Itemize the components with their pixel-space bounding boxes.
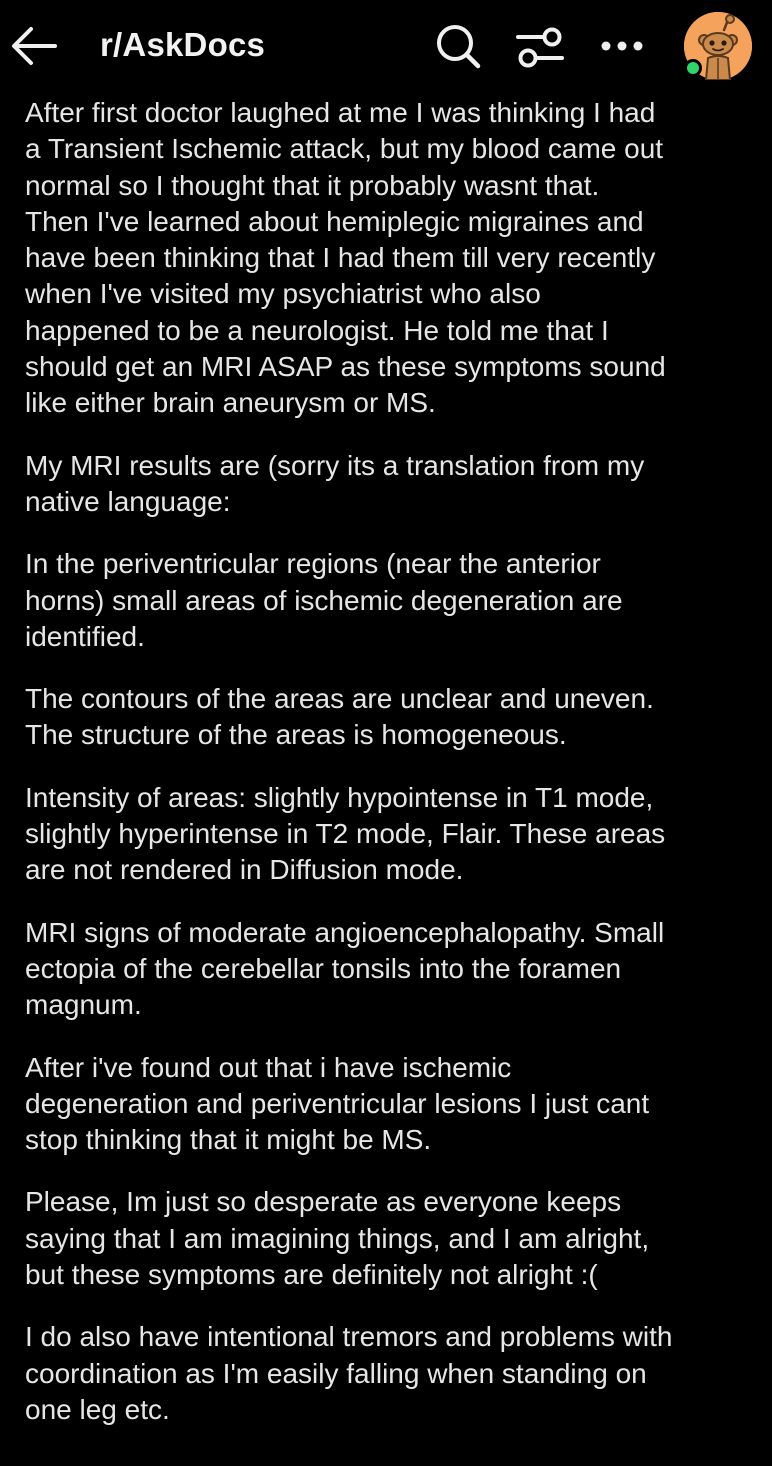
filter-button[interactable] [514, 20, 566, 72]
back-button[interactable] [10, 22, 58, 70]
search-button[interactable] [432, 20, 484, 72]
search-icon [434, 22, 482, 70]
post-paragraph: Intensity of areas: slightly hypointense in T1 mode, slightly hyperintense in T2 mode, Flair. These areas are not rendered in Diffusion mode. [25, 781, 666, 886]
filter-sliders-icon [514, 22, 566, 70]
more-options-button[interactable] [596, 20, 648, 72]
post-paragraph: My MRI results are (sorry its a translation from my native language: [25, 449, 645, 517]
post-paragraph: After i've found out that i have ischemic degeneration and periventricular lesions I just cant stop thinking that it might be MS. [25, 1051, 650, 1156]
arrow-left-icon [11, 26, 57, 66]
post-paragraph: In the periventricular regions (near the anterior horns) small areas of ischemic degeneration are identified. [25, 548, 623, 652]
post-paragraph: Please, Im just so desperate as everyone keeps saying that I am imagining things, and I am alright, but these symptoms are definitely not alright :( [25, 1186, 650, 1291]
post-body [25, 95, 755, 1440]
post-paragraph: I do also have intentional tremors and problems with coordination as I'm easily falling when standing on one leg etc. [25, 1321, 673, 1425]
bottom-edge [0, 1440, 772, 1466]
more-horizontal-icon [598, 36, 646, 56]
post-paragraph: The contours of the areas are unclear and uneven. The structure of the areas is homogeneous. [25, 683, 654, 751]
post-paragraph: After first doctor laughed at me I was thinking I had a Transient Ischemic attack, but my blood came out normal so I thought that it probably wasnt that. Then I've learned about hemiplegic migraines and have been thinking that I had them till very recently when I've visited my psychiatrist who also happened to be a neurologist. He told me that I should get an MRI ASAP as these symptoms sound like either brain aneurysm or MS. [25, 97, 666, 419]
top-app-bar [0, 0, 772, 92]
online-status-dot [684, 59, 702, 77]
post-paragraph: MRI signs of moderate angioencephalopathy. Small ectopia of the cerebellar tonsils into the foramen magnum. [25, 916, 665, 1021]
subreddit-title[interactable]: r/AskDocs [100, 26, 266, 63]
